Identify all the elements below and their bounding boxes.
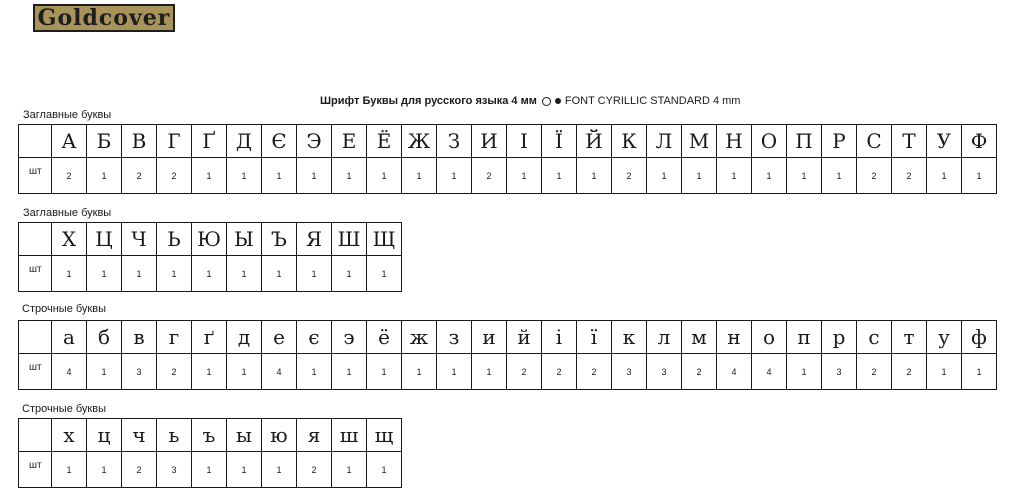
letter-cell: є [297,321,332,354]
letter-cell: п [787,321,822,354]
letter-cell: Ё [367,125,402,158]
letter-cell: Ґ [192,125,227,158]
letter-cell: у [927,321,962,354]
count-cell: 1 [927,158,962,194]
letter-cell: б [87,321,122,354]
count-cell: 1 [192,452,227,488]
letter-cell: е [262,321,297,354]
letters-row [19,321,997,354]
bullet-icon [555,98,561,104]
count-cell: 2 [472,158,507,194]
count-cell: 3 [157,452,192,488]
heading-ru: Шрифт Буквы для русского языка 4 мм [320,95,537,107]
count-cell: 1 [542,158,577,194]
letter-cell: Й [577,125,612,158]
letter-cell: Р [822,125,857,158]
section-label-uppercase-2: Заглавные буквы [23,207,112,219]
count-cell: 1 [262,256,297,292]
count-cell: 1 [367,452,402,488]
count-cell: 1 [577,158,612,194]
letter-cell: И [472,125,507,158]
count-cell: 1 [87,256,122,292]
count-cell: 1 [192,354,227,390]
count-label: шт [19,256,52,292]
letter-cell: х [52,419,87,452]
count-cell: 1 [227,158,262,194]
letter-cell: Н [717,125,752,158]
count-cell: 2 [577,354,612,390]
empty-cell [19,125,52,158]
count-cell: 2 [892,158,927,194]
letter-cell: а [52,321,87,354]
count-cell: 1 [752,158,787,194]
count-cell: 1 [87,452,122,488]
letter-cell: Т [892,125,927,158]
count-label: шт [19,158,52,194]
count-cell: 1 [262,158,297,194]
letter-cell: М [682,125,717,158]
count-cell: 2 [612,158,647,194]
count-cell: 1 [367,158,402,194]
letter-cell: в [122,321,157,354]
count-cell: 1 [402,158,437,194]
count-cell: 1 [52,256,87,292]
count-cell: 1 [297,354,332,390]
count-label: шт [19,452,52,488]
letter-cell: о [752,321,787,354]
letter-cell: Я [297,223,332,256]
count-cell: 1 [927,354,962,390]
letter-cell: ы [227,419,262,452]
letter-cell: ъ [192,419,227,452]
counts-row [19,452,402,488]
count-cell: 1 [87,354,122,390]
letter-cell: ю [262,419,297,452]
count-cell: 1 [682,158,717,194]
letter-cell: ё [367,321,402,354]
letter-cell: щ [367,419,402,452]
count-cell: 1 [437,158,472,194]
empty-cell [19,321,52,354]
count-cell: 2 [157,354,192,390]
count-cell: 1 [962,354,997,390]
empty-cell [19,419,52,452]
count-cell: 1 [402,354,437,390]
letter-cell: В [122,125,157,158]
count-cell: 2 [122,158,157,194]
letter-cell: э [332,321,367,354]
letter-cell: с [857,321,892,354]
heading-en: FONT CYRILLIC STANDARD 4 mm [564,95,741,107]
count-cell: 1 [367,354,402,390]
uppercase-table-2 [18,222,402,292]
count-cell: 1 [332,158,367,194]
count-label: шт [19,354,52,390]
letter-cell: Б [87,125,122,158]
letter-cell: Д [227,125,262,158]
letter-cell: р [822,321,857,354]
empty-cell [19,223,52,256]
count-cell: 1 [367,256,402,292]
letter-cell: О [752,125,787,158]
count-cell: 1 [227,354,262,390]
goldcover-logo [33,4,175,32]
letter-cell: Ч [122,223,157,256]
letter-cell: Э [297,125,332,158]
count-cell: 2 [857,158,892,194]
letter-cell: ч [122,419,157,452]
letter-cell: П [787,125,822,158]
count-cell: 4 [717,354,752,390]
letter-cell: я [297,419,332,452]
page-heading [320,95,740,107]
letter-cell: К [612,125,647,158]
letter-cell: і [542,321,577,354]
section-label-uppercase-1: Заглавные буквы [23,109,112,121]
count-cell: 1 [822,158,857,194]
count-cell: 4 [52,354,87,390]
count-cell: 1 [52,452,87,488]
count-cell: 1 [122,256,157,292]
count-cell: 1 [87,158,122,194]
letter-cell: Х [52,223,87,256]
letter-cell: Щ [367,223,402,256]
count-cell: 1 [472,354,507,390]
letter-cell: Е [332,125,367,158]
letter-cell: ц [87,419,122,452]
count-cell: 1 [157,256,192,292]
counts-row [19,354,997,390]
letter-cell: д [227,321,262,354]
letter-cell: С [857,125,892,158]
count-cell: 2 [857,354,892,390]
uppercase-table-1 [18,124,997,194]
logo-text: Goldcover [37,5,171,31]
count-cell: 1 [332,256,367,292]
count-cell: 1 [332,354,367,390]
count-cell: 2 [52,158,87,194]
count-cell: 1 [192,256,227,292]
circle-icon [542,97,551,106]
letter-cell: З [437,125,472,158]
letter-cell: Л [647,125,682,158]
letter-cell: и [472,321,507,354]
count-cell: 2 [507,354,542,390]
count-cell: 3 [822,354,857,390]
count-cell: 1 [962,158,997,194]
count-cell: 3 [612,354,647,390]
count-cell: 1 [647,158,682,194]
count-cell: 4 [752,354,787,390]
letter-cell: І [507,125,542,158]
lowercase-table-2 [18,418,402,488]
count-cell: 1 [227,452,262,488]
letter-cell: Ф [962,125,997,158]
letter-cell: м [682,321,717,354]
count-cell: 1 [262,452,297,488]
letters-row [19,419,402,452]
letter-cell: Ш [332,223,367,256]
letter-cell: Ю [192,223,227,256]
section-label-lowercase-2: Строчные буквы [22,403,106,415]
letters-row [19,223,402,256]
letter-cell: Ь [157,223,192,256]
letter-cell: ґ [192,321,227,354]
count-cell: 1 [297,256,332,292]
count-cell: 1 [297,158,332,194]
count-cell: 1 [192,158,227,194]
letter-cell: Є [262,125,297,158]
count-cell: 2 [682,354,717,390]
letter-cell: ж [402,321,437,354]
count-cell: 1 [332,452,367,488]
lowercase-table-1 [18,320,997,390]
letter-cell: Ъ [262,223,297,256]
section-label-lowercase-1: Строчные буквы [22,303,106,315]
letter-cell: н [717,321,752,354]
count-cell: 2 [297,452,332,488]
letter-cell: Ц [87,223,122,256]
letter-cell: л [647,321,682,354]
letter-cell: з [437,321,472,354]
letter-cell: Г [157,125,192,158]
count-cell: 1 [507,158,542,194]
count-cell: 1 [437,354,472,390]
counts-row [19,158,997,194]
letter-cell: А [52,125,87,158]
count-cell: 2 [157,158,192,194]
count-cell: 1 [787,354,822,390]
letter-cell: ь [157,419,192,452]
letters-row [19,125,997,158]
count-cell: 3 [647,354,682,390]
letter-cell: к [612,321,647,354]
count-cell: 2 [122,452,157,488]
letter-cell: г [157,321,192,354]
letter-cell: й [507,321,542,354]
count-cell: 1 [787,158,822,194]
count-cell: 1 [717,158,752,194]
letter-cell: Ж [402,125,437,158]
count-cell: 2 [892,354,927,390]
count-cell: 3 [122,354,157,390]
letter-cell: ї [577,321,612,354]
count-cell: 4 [262,354,297,390]
count-cell: 1 [227,256,262,292]
letter-cell: т [892,321,927,354]
letter-cell: ш [332,419,367,452]
count-cell: 2 [542,354,577,390]
letter-cell: Ы [227,223,262,256]
counts-row [19,256,402,292]
letter-cell: Ї [542,125,577,158]
letter-cell: ф [962,321,997,354]
letter-cell: У [927,125,962,158]
